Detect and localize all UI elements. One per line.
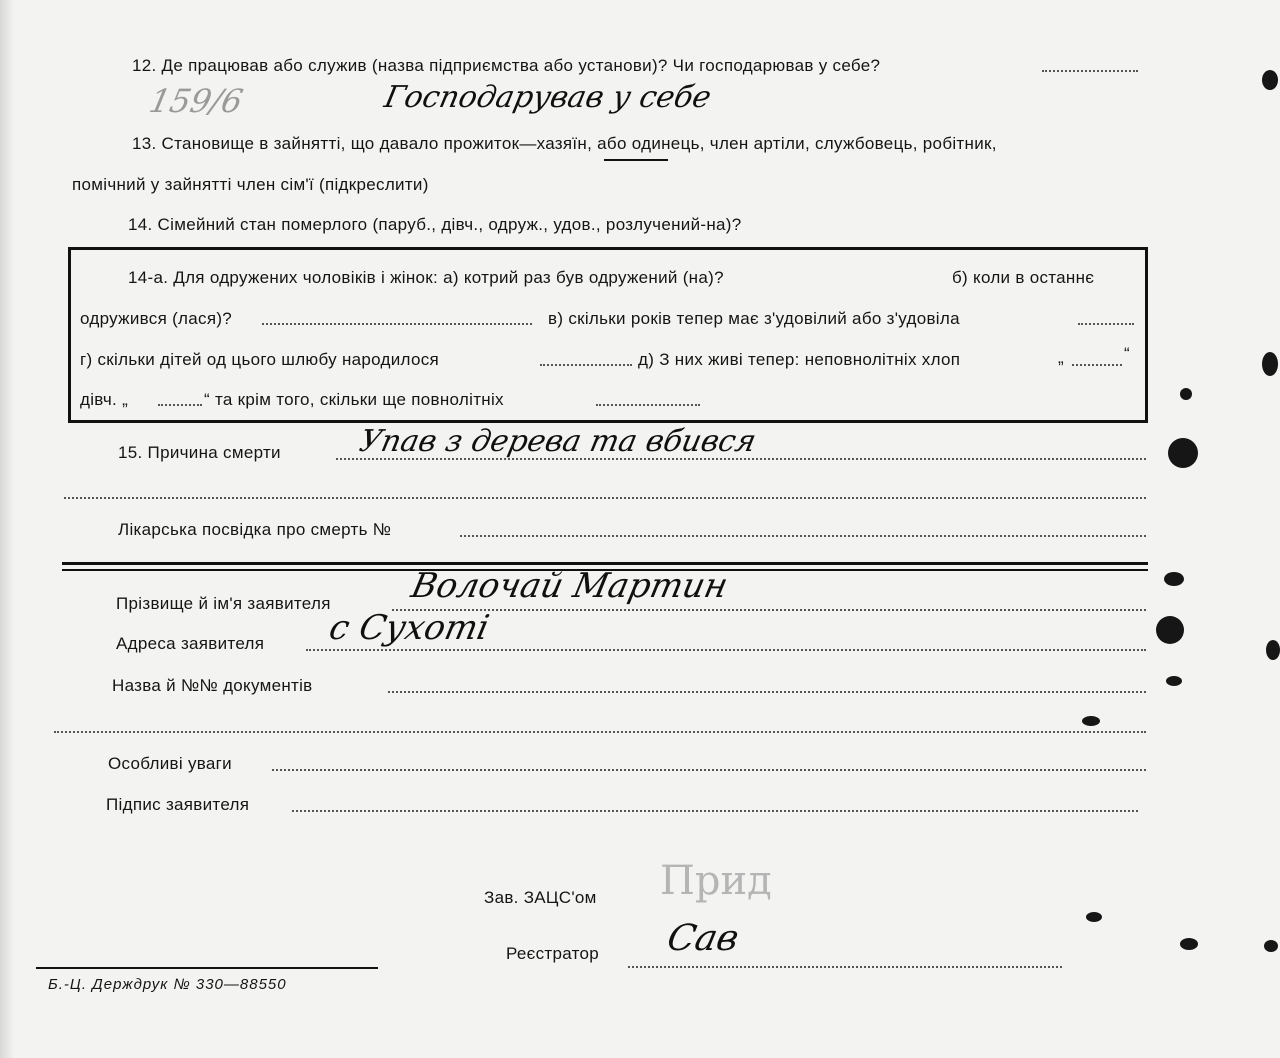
documents-line [388,691,1146,693]
head-label: Зав. ЗАЦС'ом [484,888,597,907]
question-13-cont: помічний у зайнятті член сім'ї (підкреслити) [72,175,429,194]
punch-hole [1264,940,1278,952]
q15-answer: Упав з дерева та вбився [356,424,760,459]
question-15: 15. Причина смерти [118,443,281,462]
question-14a-line1b: б) коли в останнє [952,268,1095,287]
punch-hole [1082,716,1100,726]
head-signature: Прид [660,858,772,904]
punch-hole [1262,70,1278,90]
applicant-name-label: Прізвище й ім'я заявителя [116,594,331,613]
question-14a-line4b: “ та крім того, скільки ще повнолітніх [204,390,504,409]
question-14a-line1: 14-а. Для одружених чоловіків і жінок: а) котрий раз був одружений (на)? [128,268,724,287]
page-edge-shadow [0,0,14,1058]
punch-hole [1266,640,1280,660]
applicant-address-line [306,649,1146,651]
punch-hole [1168,438,1198,468]
question-14: 14. Сімейний стан померлого (паруб., дівч., одруж., удов., розлучений-на)? [128,215,742,234]
question-14a-line3: г) скільки дітей од цього шлюбу народилося [80,350,440,369]
q12-answer: Господарував у себе [381,80,715,115]
documents-line-2 [54,731,1146,733]
notes-line [272,769,1146,771]
question-14a-line2b: в) скільки років тепер має з'удовілий або з'удовіла [548,309,960,328]
applicant-address-label: Адреса заявителя [116,634,265,653]
q14a-dots-2 [262,323,532,325]
registrar-line [628,966,1062,968]
punch-hole [1262,352,1278,376]
punch-hole [1180,938,1198,950]
q12-dotted-line [1042,70,1138,72]
punch-hole [1156,616,1184,644]
question-14a-line3b: д) З них живі тепер: неповнолітніх хлоп [638,350,961,369]
margin-number: 159/6 [145,82,247,120]
q13-underline-khazyain [604,159,668,161]
signature-label: Підпис заявителя [106,795,250,814]
question-14a-line4: дівч. „ [80,390,129,409]
question-14a-line2: одружився (лася)? [80,309,233,328]
q14a-dots-3 [540,364,632,366]
q14a-dots-2b [1078,323,1134,325]
q14a-dots-4b [596,404,700,406]
punch-hole [1180,388,1192,400]
signature-line [292,810,1138,812]
question-14a-quote-open: „ [1058,348,1064,367]
applicant-name-line [392,609,1146,611]
registrar-signature: Сав [663,918,743,959]
print-imprint: Б.-Ц. Держдрук № 330—88550 [48,976,287,993]
punch-hole [1166,676,1182,686]
question-13: 13. Становище в зайнятті, що давало прожиток—хазяїн, або одинець, член артіли, службовець, робітник, [132,134,997,153]
notes-label: Особливі уваги [108,754,232,773]
applicant-name-value: Волочай Мартин [407,566,732,606]
medical-certificate-label: Лікарська посвідка про смерть № [118,520,392,539]
question-12: 12. Де працював або служив (назва підприємства або установи)? Чи господарював у себе? [132,56,881,75]
punch-hole [1086,912,1102,922]
q15-dotted-line-2 [64,497,1146,499]
footer-rule [36,967,378,969]
punch-hole [1164,572,1184,586]
documents-label: Назва й №№ документів [112,676,313,695]
q14a-dots-3c [1072,364,1122,366]
separator-top [62,562,1148,565]
q14a-dots-4 [158,404,202,406]
medical-dotted-line [460,535,1146,537]
applicant-address-value: с Сухоті [325,608,493,648]
registrar-label: Реєстратор [506,944,600,963]
question-14a-quote-close: “ [1124,344,1130,363]
